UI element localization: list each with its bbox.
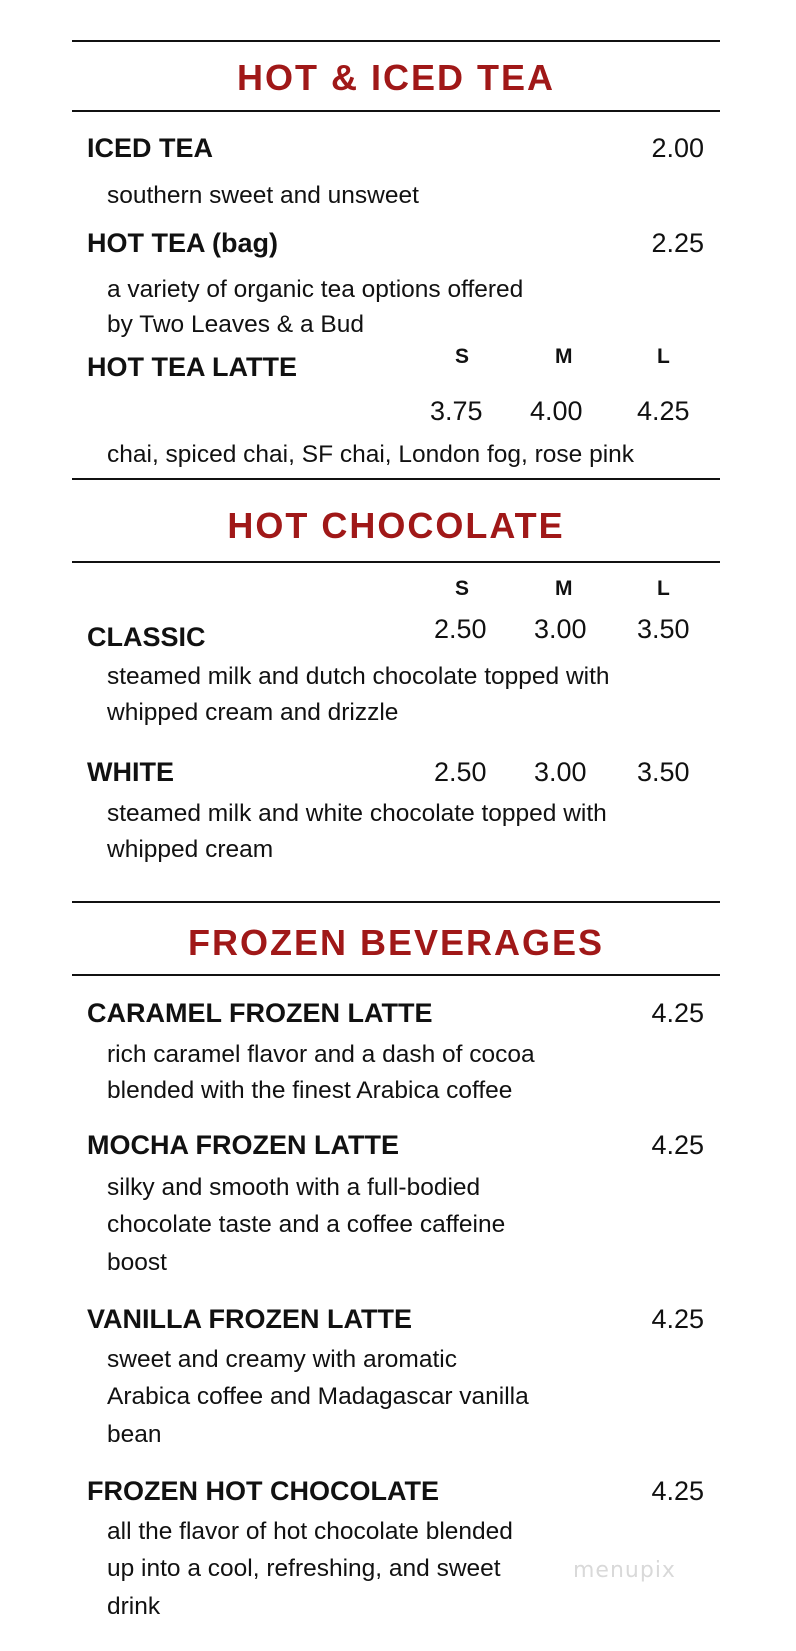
section-rule-bottom [72, 974, 720, 976]
item-price-large: 3.50 [637, 757, 690, 787]
item-price: 4.25 [651, 1476, 704, 1506]
item-price-small: 2.50 [434, 614, 487, 644]
item-description: whipped cream and drizzle [107, 699, 399, 726]
item-name: CARAMEL FROZEN LATTE [87, 998, 433, 1028]
size-label-large: L [657, 345, 670, 368]
item-name: ICED TEA [87, 133, 214, 163]
watermark: menupix [573, 1558, 676, 1583]
item-price: 4.25 [651, 1304, 704, 1334]
item-description: blended with the finest Arabica coffee [107, 1077, 513, 1104]
item-description: up into a cool, refreshing, and sweet [107, 1555, 501, 1582]
item-name: FROZEN HOT CHOCOLATE [87, 1476, 439, 1506]
item-price-large: 4.25 [637, 396, 690, 426]
item-description: drink [107, 1593, 161, 1620]
size-label-medium: M [555, 345, 573, 368]
size-label-large: L [657, 577, 670, 600]
section-rule-top [72, 478, 720, 480]
item-description: a variety of organic tea options offered [107, 276, 524, 303]
item-description: chocolate taste and a coffee caffeine [107, 1211, 506, 1238]
item-description: all the flavor of hot chocolate blended [107, 1518, 513, 1545]
item-price-large: 3.50 [637, 614, 690, 644]
item-price-small: 3.75 [430, 396, 483, 426]
item-description: rich caramel flavor and a dash of cocoa [107, 1041, 535, 1068]
item-price: 4.25 [651, 1130, 704, 1160]
item-name: WHITE [87, 757, 174, 787]
item-price: 4.25 [651, 998, 704, 1028]
item-price-medium: 3.00 [534, 757, 587, 787]
item-name: HOT TEA LATTE [87, 352, 297, 382]
item-name: HOT TEA (bag) [87, 228, 278, 258]
item-description: steamed milk and dutch chocolate topped with [107, 663, 610, 690]
item-price-small: 2.50 [434, 757, 487, 787]
section-rule-top [72, 40, 720, 42]
item-description: whipped cream [107, 836, 274, 863]
section-rule-bottom [72, 110, 720, 112]
size-label-small: S [455, 345, 470, 368]
section-title-chocolate: HOT CHOCOLATE [227, 505, 565, 546]
item-price: 2.00 [651, 133, 704, 163]
item-name: MOCHA FROZEN LATTE [87, 1130, 399, 1160]
section-title-tea: HOT & ICED TEA [236, 57, 555, 98]
item-description: sweet and creamy with aromatic [107, 1346, 457, 1373]
item-description: by Two Leaves & a Bud [107, 311, 364, 338]
item-name: CLASSIC [87, 622, 206, 652]
item-description: boost [107, 1249, 167, 1276]
item-price-medium: 3.00 [534, 614, 587, 644]
item-name: VANILLA FROZEN LATTE [87, 1304, 412, 1334]
section-rule-top [72, 901, 720, 903]
section-rule-bottom [72, 561, 720, 563]
section-title-frozen: FROZEN BEVERAGES [187, 922, 605, 963]
item-price-medium: 4.00 [530, 396, 583, 426]
item-price: 2.25 [651, 228, 704, 258]
item-description: bean [107, 1421, 162, 1448]
item-description: silky and smooth with a full-bodied [107, 1174, 481, 1201]
item-description: chai, spiced chai, SF chai, London fog, rose pink [107, 441, 635, 468]
item-description: steamed milk and white chocolate topped with [107, 800, 607, 827]
item-description: southern sweet and unsweet [107, 182, 419, 209]
item-description: Arabica coffee and Madagascar vanilla [107, 1383, 529, 1410]
size-label-small: S [455, 577, 470, 600]
size-label-medium: M [555, 577, 573, 600]
